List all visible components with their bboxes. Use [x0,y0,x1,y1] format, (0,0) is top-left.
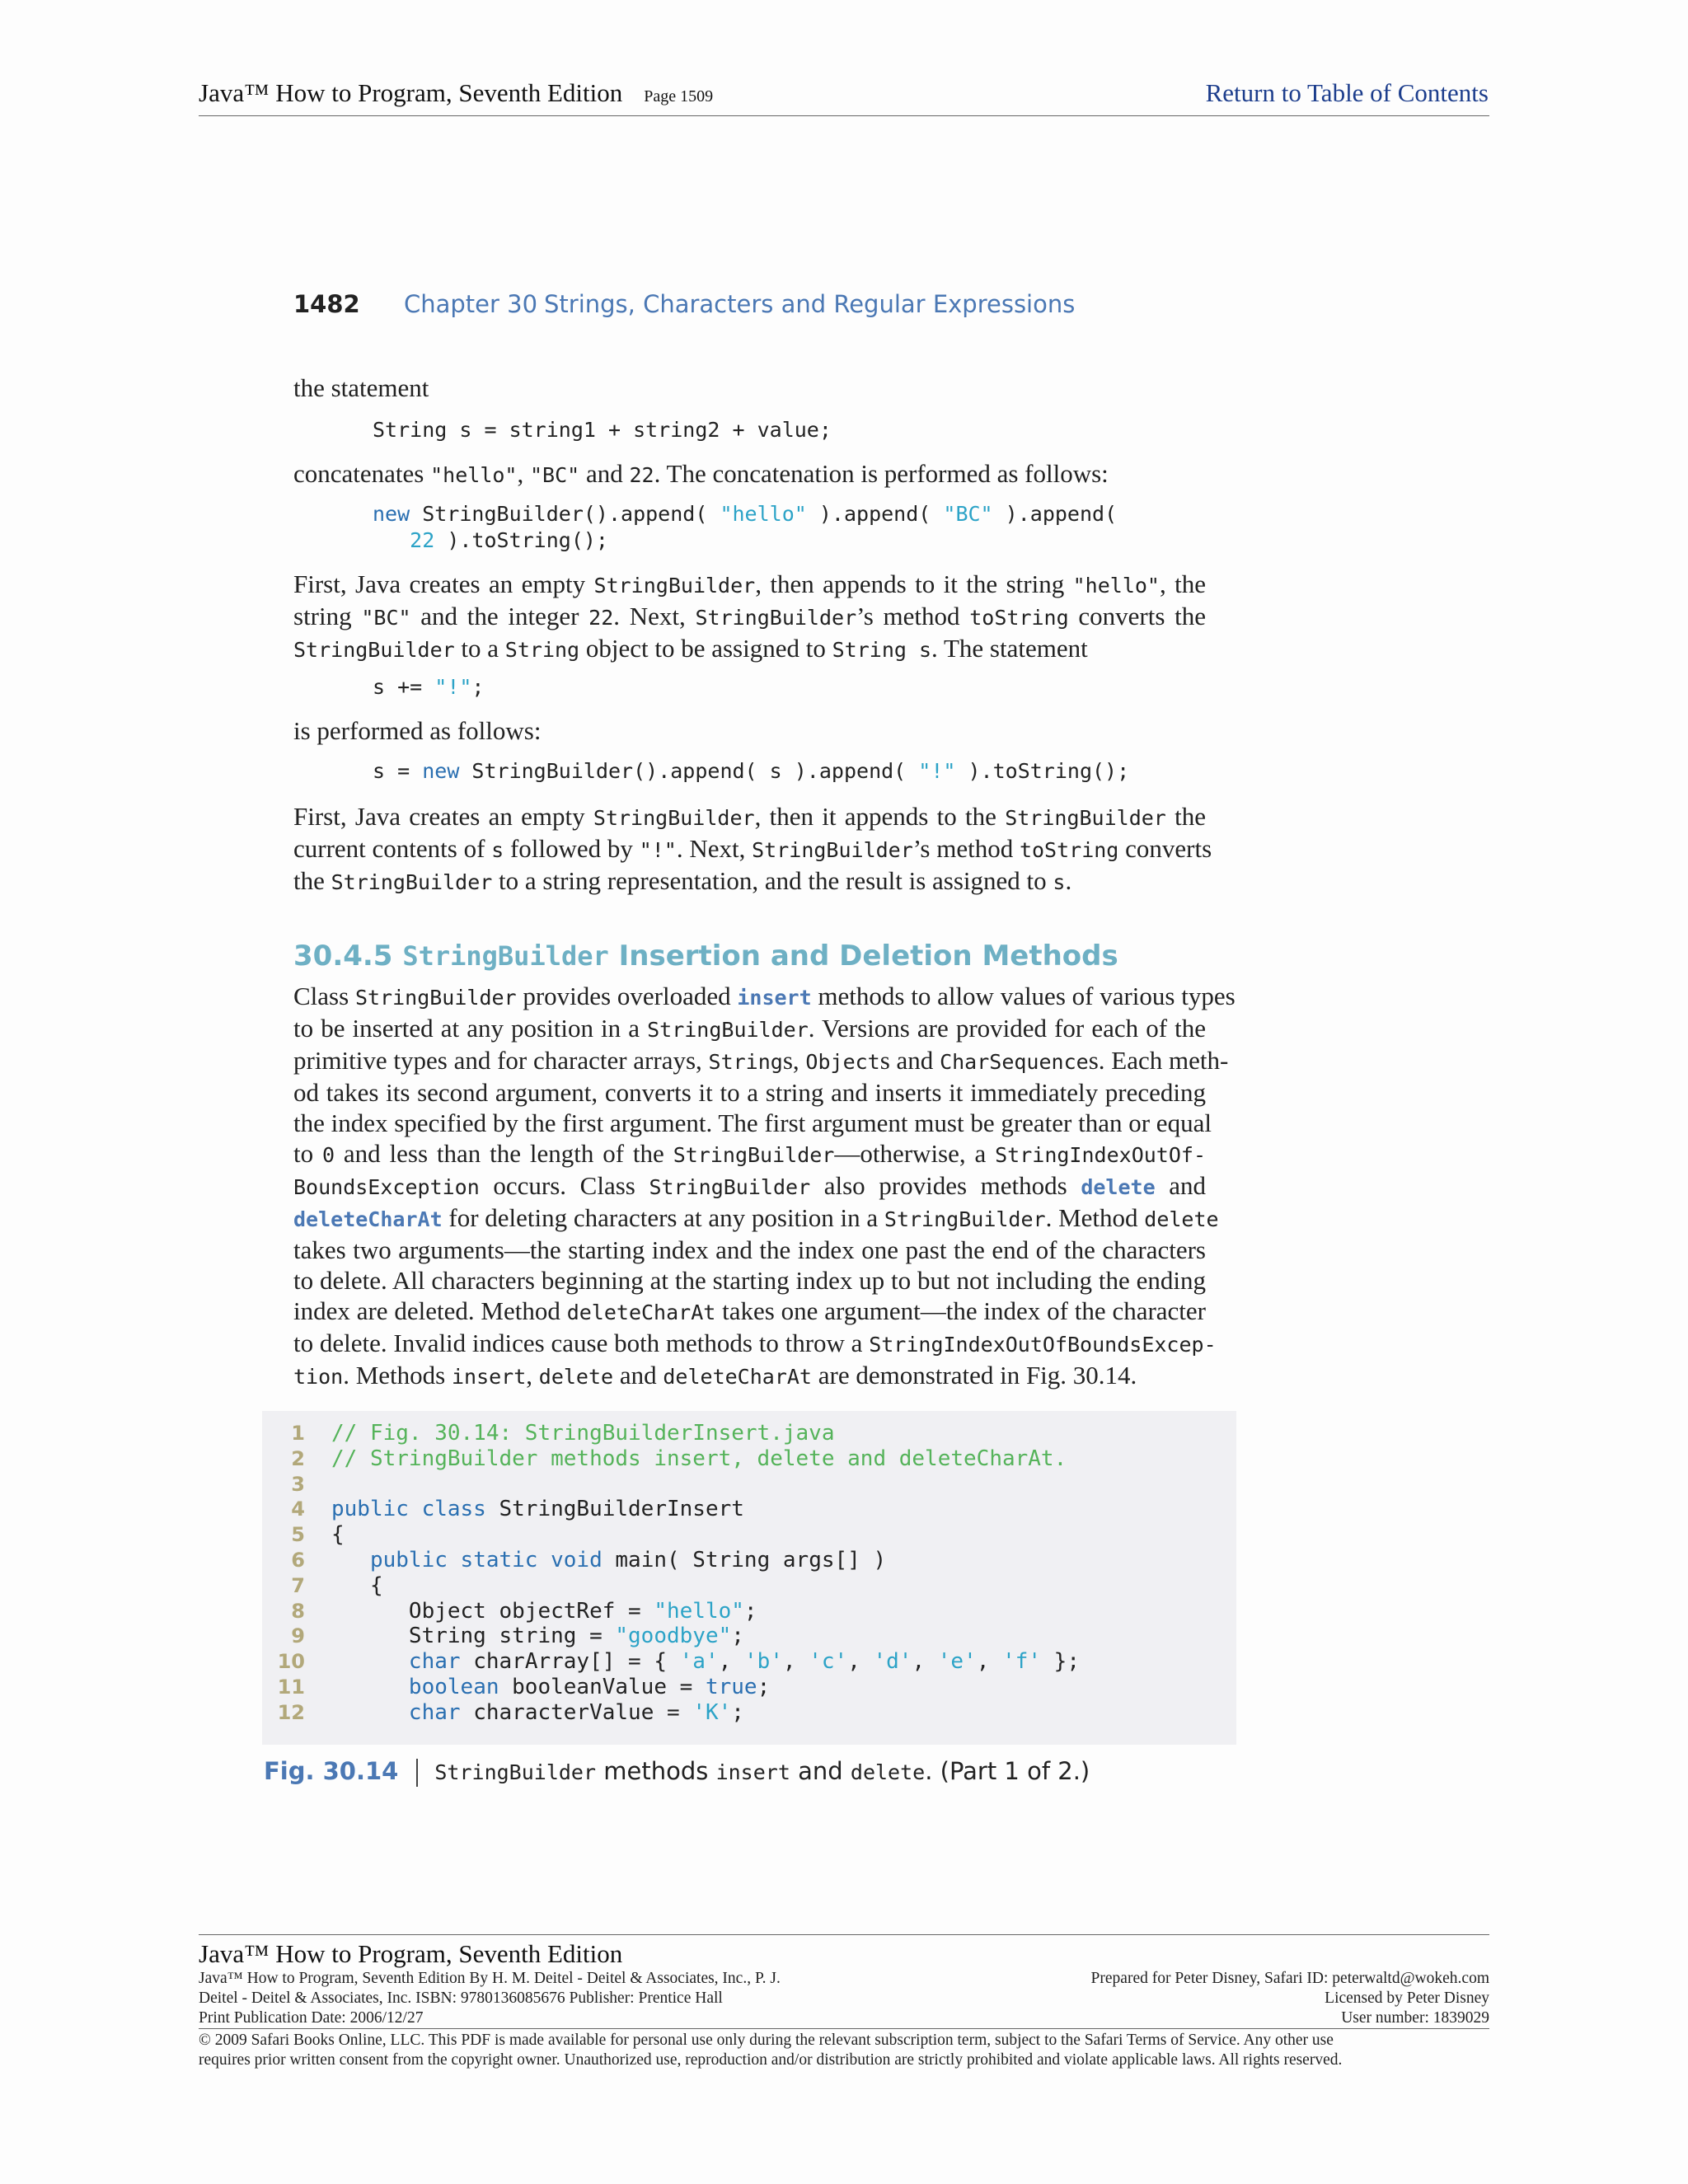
chapter-label: Chapter 30 [404,290,538,318]
footer-title: Java™ How to Program, Seventh Edition [199,1939,623,1968]
footer-copyright-divider [199,2028,1489,2029]
code-listing [262,1411,1236,1745]
footer-book-info [199,1969,781,2028]
paragraph-3: Class StringBuilder provides overloaded insert methods to allow values of various types to be inserted at any position in a StringBuilder. Versions are provided for each of the primitive types and for character arrays, Strings, Objects and CharSequences. Each meth- od takes its second argument, converts it to a string and inserts it immediately preceding the index specified by the first argument. The first argument must be greater than or equal to 0 and less than the length of the StringBuilder—otherwise, a StringIndexOutOf- BoundsException occurs. Class StringBuilder also provides methods delete and deleteCharAt for deleting characters at any position in a StringBuilder. Method delete takes two arguments—the starting index and the index one past the end of the characters to delete. All characters beginning at the starting index up to but not including the ending index are deleted. Method deleteCharAt takes one argument—the index of the character to delete. Invalid indices cause both methods to throw a StringIndexOutOfBoundsExcep- tion. Methods insert, delete and deleteCharAt are demonstrated in Fig. 30.14. [293,982,1236,1390]
line-numbers [262,1421,305,1726]
performed-text: is performed as follows: [293,716,542,745]
line-number: 5 [291,1523,305,1547]
line-number: 12 [277,1700,305,1724]
paragraph-2: First, Java creates an empty StringBuilder, then it appends to the StringBuilder the current contents of s followed by "!". Next, StringBuilder’s method toString converts the StringBuilder to a string representation, and the result is assigned to s. [293,802,1212,895]
footer-line: Print Publication Date: 2006/12/27 [199,2009,424,2027]
concat-text: concatenates "hello", "BC" and 22. The concatenation is performed as follows: [293,459,1109,488]
code-concat-statement [373,417,832,443]
line-number: 1 [291,1422,305,1445]
footer-line: Licensed by Peter Disney [1325,1990,1489,2007]
book-title: Java™ How to Program, Seventh Edition [199,78,623,107]
caption-separator [416,1759,418,1787]
listing-code: // Fig. 30.14: StringBuilderInsert.java // StringBuilder methods insert, delete and deleteCharAt. public class StringBuilderInsert { public static void main( String args[] ) { Object objectRef = "hello"; String string = "goodbye"; char charArray[] = { 'a', 'b', 'c', 'd', 'e', 'f' }; boolean booleanValue = true; char characterValue = 'K'; [331,1421,1080,1725]
intro-text: the statement [293,373,429,402]
footer-copyright [199,2031,1489,2070]
chapter-title: Strings, Characters and Regular Expressions [544,290,1076,318]
footer-line: © 2009 Safari Books Online, LLC. This PDF is made available for personal use only during the relevant subscription term, subject to the Safari Terms of Service. Any other use [199,2032,1334,2049]
footer-divider [199,1934,1489,1935]
line-number: 9 [291,1624,305,1648]
figure-caption: Fig. 30.14 StringBuilder methods insert and delete. (Part 1 of 2.) [264,1757,1090,1785]
footer-license-info [1091,1969,1489,2028]
line-number: 8 [291,1599,305,1623]
line-number: 6 [291,1548,305,1572]
line-number: 3 [291,1472,305,1496]
book-title-header [199,78,713,108]
footer-line: Deitel - Deitel & Associates, Inc. ISBN: 9780136085676 Publisher: Prentice Hall [199,1990,723,2007]
page-label: Page 1509 [644,87,714,105]
footer-line: requires prior written consent from the copyright owner. Unauthorized use, reproduction and/or distribution are strictly prohibited and violate applicable laws. All rights reserved. [199,2051,1343,2069]
code-line: String s = string1 + string2 + value; [373,418,832,442]
toc-link[interactable]: Return to Table of Contents [1205,78,1489,107]
footer-line: User number: 1839029 [1341,2009,1489,2027]
code-concat-expansion: new StringBuilder().append( "hello" ).append( "BC" ).append( 22 ).toString(); [373,502,1118,552]
code-append-expansion: s = new StringBuilder().append( s ).append( "!" ).toString(); [373,759,1130,783]
line-number: 7 [291,1573,305,1597]
line-number: 4 [291,1497,305,1521]
code-append-statement: s += "!"; [373,675,485,699]
footer-line: Prepared for Peter Disney, Safari ID: peterwaltd@wokeh.com [1090,1970,1489,1987]
line-number: 2 [291,1446,305,1470]
section-heading: 30.4.5 StringBuilder Insertion and Deletion Methods [293,940,1118,972]
header-divider [199,115,1489,116]
paragraph-1: First, Java creates an empty StringBuilder, then appends to it the string "hello", the string "BC" and the integer 22. Next, StringBuilder’s method toString converts the StringBuilder to a String object to be assigned to String s. The statement [293,569,1207,663]
page-number: 1482 [293,290,360,318]
line-number: 11 [277,1675,305,1699]
line-number: 10 [277,1650,305,1674]
footer-line: Java™ How to Program, Seventh Edition By H. M. Deitel - Deitel & Associates, Inc., P. J. [199,1970,781,1987]
figure-label: Fig. 30.14 [264,1757,399,1785]
